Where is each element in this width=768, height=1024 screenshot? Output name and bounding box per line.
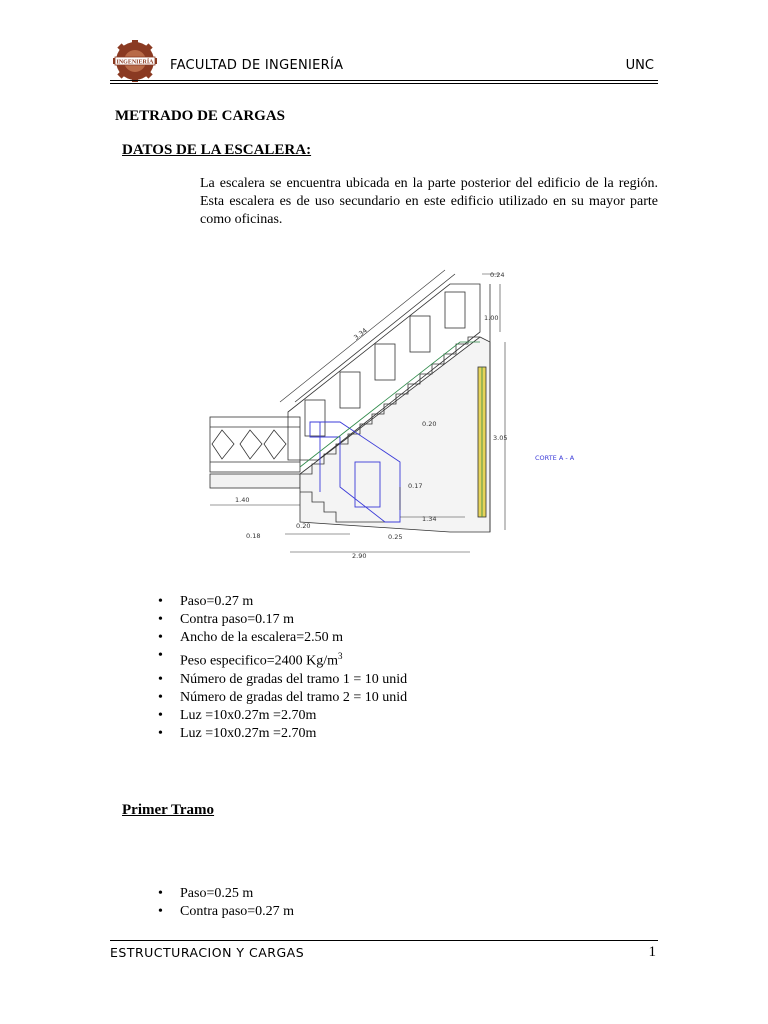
tramo-heading: Primer Tramo bbox=[122, 802, 215, 818]
superscript: 3 bbox=[337, 651, 343, 661]
dim-label: 2.90 bbox=[352, 552, 367, 560]
main-heading: METRADO DE CARGAS bbox=[115, 108, 286, 124]
tramo-data-list bbox=[158, 885, 294, 921]
page-number: 1 bbox=[648, 944, 656, 960]
dim-label: 1.40 bbox=[235, 496, 250, 504]
list-item: • Paso=0.27 m bbox=[158, 593, 407, 611]
dim-label: 3.34 bbox=[352, 326, 369, 342]
landing-railing bbox=[210, 417, 300, 472]
footer-title: ESTRUCTURACION Y CARGAS bbox=[110, 945, 305, 960]
dim-label: 1.34 bbox=[422, 515, 437, 523]
list-item: • Ancho de la escalera=2.50 m bbox=[158, 629, 407, 647]
stair-drawing bbox=[200, 262, 600, 562]
dim-label: 0.17 bbox=[408, 482, 423, 490]
header-title: FACULTAD DE INGENIERÍA bbox=[170, 58, 344, 73]
footer-divider bbox=[110, 940, 658, 941]
list-item: • Paso=0.25 m bbox=[158, 885, 294, 903]
railing-panels bbox=[212, 430, 286, 459]
corte-label: CORTE A - A bbox=[535, 454, 575, 462]
dim-label: 0.24 bbox=[490, 271, 505, 279]
logo-text: INGENIERÍA bbox=[116, 59, 154, 66]
dim-label: 0.20 bbox=[296, 522, 311, 530]
dim-label: 0.25 bbox=[388, 533, 403, 541]
section-heading: DATOS DE LA ESCALERA: bbox=[122, 142, 312, 158]
dim-label: 3.05 bbox=[493, 434, 508, 442]
list-item: • Luz =10x0.27m =2.70m bbox=[158, 707, 407, 725]
list-item: • Contra paso=0.27 m bbox=[158, 903, 294, 921]
landing-slab bbox=[210, 474, 300, 488]
header-divider-thin bbox=[110, 83, 658, 84]
list-item: • Luz =10x0.27m =2.70m bbox=[158, 725, 407, 743]
faculty-logo bbox=[110, 40, 160, 82]
list-item: • Contra paso=0.17 m bbox=[158, 611, 407, 629]
list-item: • Número de gradas del tramo 1 = 10 unid bbox=[158, 671, 407, 689]
header-university: UNC bbox=[625, 58, 654, 73]
dim-label: 1.00 bbox=[484, 314, 499, 322]
dim-label: 0.18 bbox=[246, 532, 261, 540]
description-paragraph: La escalera se encuentra ubicada en la parte posterior del edificio de la región. Esta escalera es de uso secundario en este edificio utilizado en su mayor parte como oficinas. bbox=[200, 176, 658, 227]
header-divider bbox=[110, 80, 658, 81]
list-item: • Peso especifico=2400 $Kg/m^3$ bbox=[158, 647, 407, 671]
list-item: • Número de gradas del tramo 2 = 10 unid bbox=[158, 689, 407, 707]
dim-label: 0.20 bbox=[422, 420, 437, 428]
stair-data-list bbox=[158, 593, 407, 743]
page-header bbox=[110, 40, 658, 82]
